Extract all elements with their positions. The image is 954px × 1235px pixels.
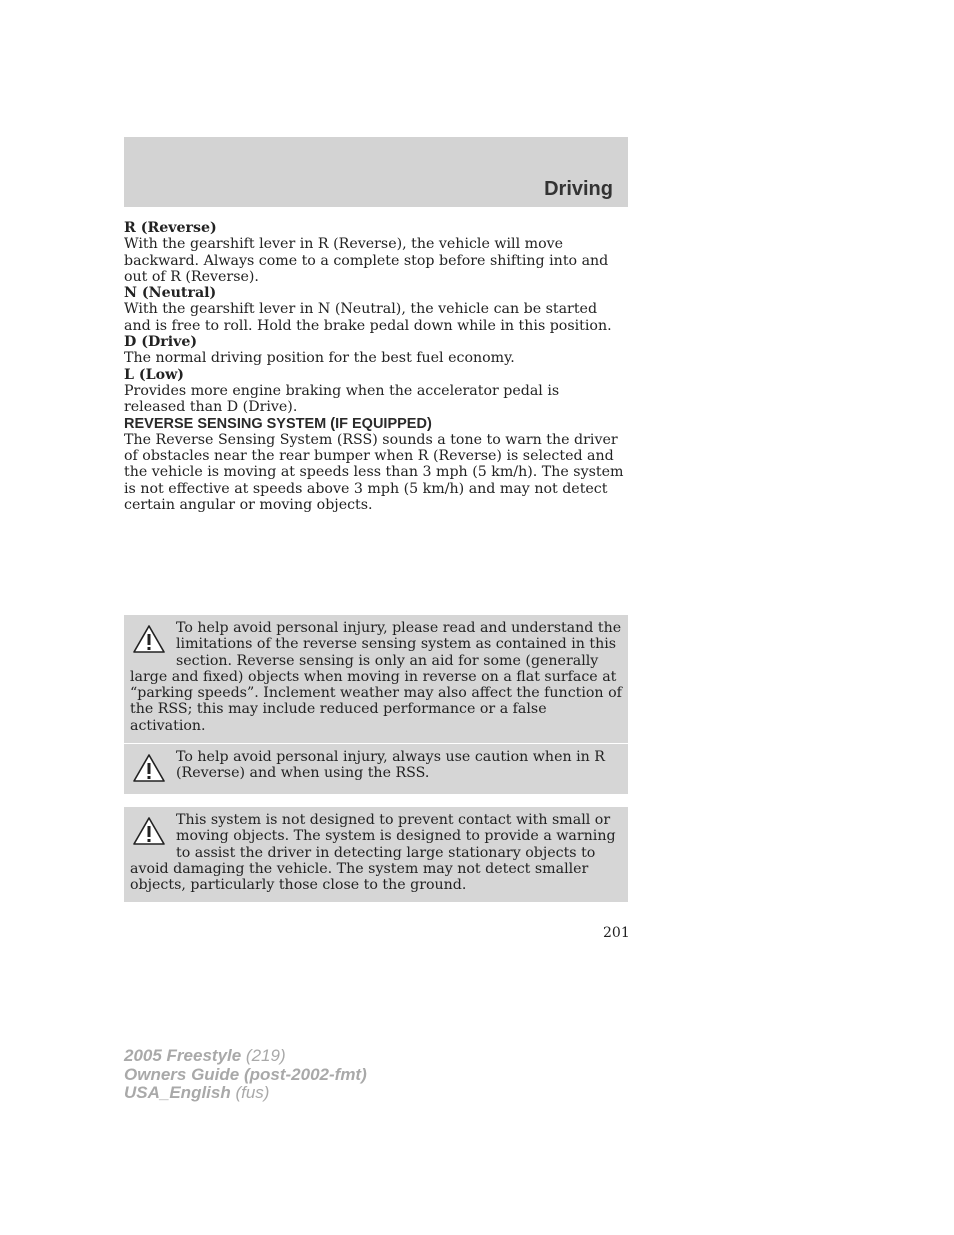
document-footer — [124, 1047, 367, 1103]
page-content — [124, 220, 624, 513]
warning-box-3 — [124, 807, 628, 902]
footer-line-3: USA_English (fus) — [124, 1083, 270, 1102]
footer-line-1: 2005 Freestyle (219) — [124, 1046, 286, 1065]
warning-text-3: This system is not designed to prevent contact with small or moving objects. The system is designed to provide a warning to assist the driver in detecting large stationary objects to avoid damaging the vehicle. The system may not detect smaller objects, particularly those close to the ground. — [130, 812, 616, 894]
warning-triangle-icon — [132, 624, 166, 654]
footer-line-2: Owners Guide (post-2002-fmt) — [124, 1064, 367, 1084]
warning-triangle-icon — [132, 816, 166, 846]
reverse-text: With the gearshift lever in R (Reverse), the vehicle will move backward. Always come to a complete stop before shifting into and out of R (Reverse). — [124, 236, 609, 285]
low-text: Provides more engine braking when the accelerator pedal is released than D (Drive). — [124, 382, 560, 416]
page-number: 201 — [603, 925, 630, 941]
warning-triangle-icon — [132, 753, 166, 783]
neutral-text: With the gearshift lever in N (Neutral), the vehicle can be started and is free to roll. Hold the brake pedal down while in this position. — [124, 301, 612, 334]
drive-label: D (Drive) — [124, 334, 198, 351]
reverse-label: R (Reverse) — [124, 220, 217, 236]
section-header-band — [124, 137, 628, 207]
low-label: L (Low) — [124, 366, 184, 383]
section-title: Driving — [544, 178, 613, 200]
drive-text: The normal driving position for the best fuel economy. — [124, 350, 515, 367]
neutral-label: N (Neutral) — [124, 285, 217, 302]
rss-heading: REVERSE SENSING SYSTEM (IF EQUIPPED) — [124, 415, 432, 432]
rss-intro: The Reverse Sensing System (RSS) sounds a tone to warn the driver of obstacles near the rear bumper when R (Reverse) is selected and the vehicle is moving at speeds less than 3 mph (5 km/h). The system is not effective at speeds above 3 mph (5 km/h) and may not detect certain angular or moving objects. — [124, 431, 624, 514]
warning-text-1: To help avoid personal injury, please read and understand the limitations of the reverse sensing system as contained in this section. Reverse sensing is only an aid for some (generally large and fixed) objects when moving in reverse on a flat surface at “parking speeds”. Inclement weather may also affect the function of the RSS; this may include reduced performance or a false activation. — [130, 620, 622, 734]
warning-box-2 — [124, 744, 628, 794]
warning-box-1 — [124, 615, 628, 743]
warning-text-2: To help avoid personal injury, always use caution when in R (Reverse) and when using the RSS. — [176, 749, 605, 782]
